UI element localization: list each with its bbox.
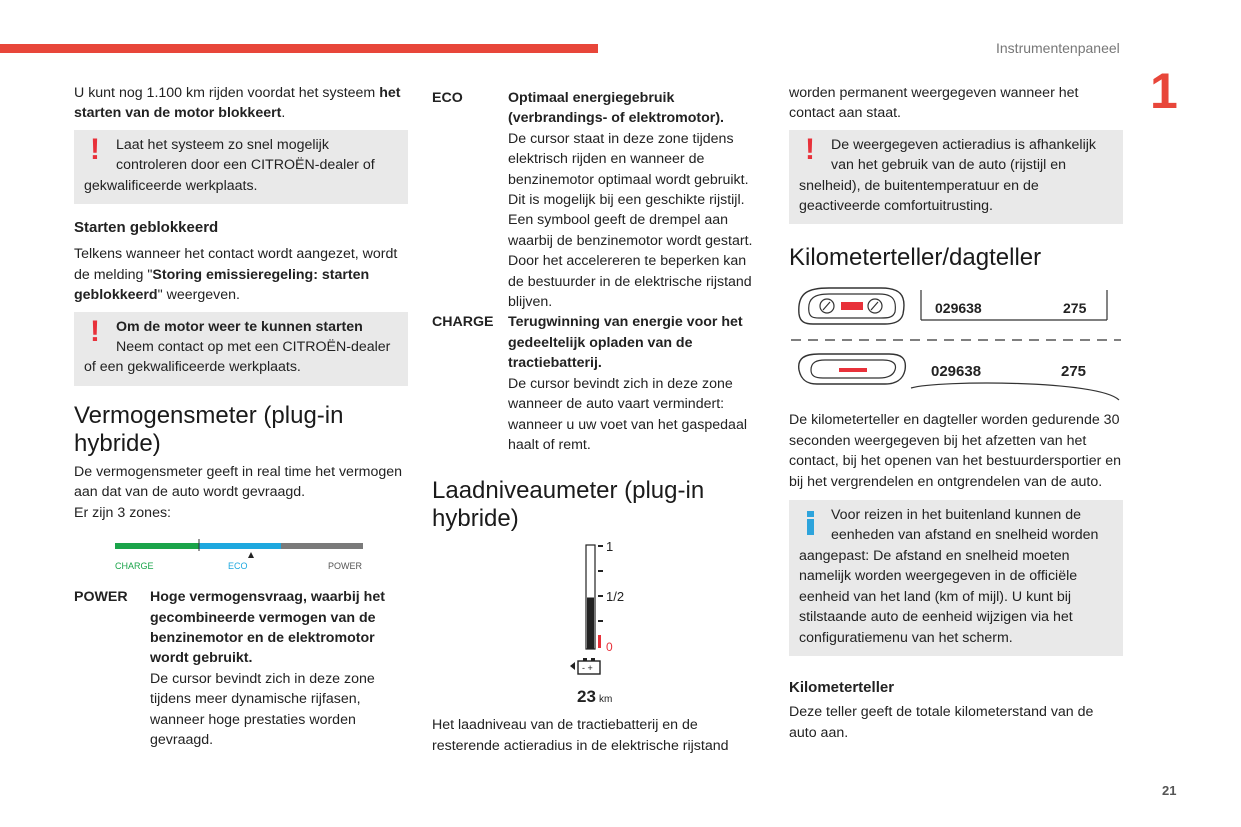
warning-icon: ! bbox=[90, 132, 100, 166]
meter-label-half: 1/2 bbox=[606, 589, 625, 605]
subheading-kilometerteller: Kilometerteller bbox=[789, 678, 895, 696]
odometer-illustration bbox=[789, 284, 1123, 408]
gauge-threshold-marker bbox=[248, 552, 254, 558]
meter-fill bbox=[587, 598, 594, 650]
info-box bbox=[789, 500, 1123, 656]
paragraph: Er zijn 3 zones: bbox=[74, 504, 171, 521]
definition-title: Hoge vermogensvraag, waarbij het gecombineerde vermogen van de benzinemotor en de elektromotor wordt gebruikt. bbox=[150, 589, 385, 667]
definition-power bbox=[74, 587, 408, 750]
odometer-total: 029638 bbox=[935, 300, 982, 317]
column-middle bbox=[432, 88, 762, 756]
term-eco: ECO bbox=[432, 90, 463, 106]
gauge-label-charge: CHARGE bbox=[115, 561, 154, 572]
gauge-label-eco: ECO bbox=[228, 561, 248, 572]
column-right bbox=[789, 83, 1123, 743]
warning-box bbox=[74, 312, 408, 386]
dashboard-icon-top bbox=[799, 288, 904, 324]
dashboard-icon-bottom bbox=[799, 354, 906, 384]
meter-label-empty: 0 bbox=[606, 640, 613, 655]
gauge-label-power: POWER bbox=[328, 561, 363, 572]
odometer-display-bottom-curve bbox=[911, 383, 1119, 400]
chapter-number: 1 bbox=[1150, 63, 1178, 119]
meter-label-full: 1 bbox=[606, 541, 614, 555]
warning-box bbox=[789, 130, 1123, 225]
ev-battery-icon bbox=[570, 658, 600, 674]
heading-vermogensmeter: Vermogensmeter (plug-in hybride) bbox=[74, 401, 344, 457]
paragraph: De vermogensmeter geeft in real time het vermogen aan dat van de auto wordt gevraagd. bbox=[74, 463, 403, 501]
warning-icon: ! bbox=[805, 132, 815, 166]
trip-meter: 275 bbox=[1061, 363, 1087, 381]
definition-body: De cursor staat in deze zone tijdens elektrisch rijden en wanneer de benzinemotor optimaal wordt gebruikt. Dit is mogelijk bij een geschikte rijstijl. Een symbool geeft de drempel aan waarbij de benzinemotor wordt gestart. Door het accelereren te beperken kan de bestuurder in de elektrische rijstand blijven. bbox=[508, 130, 753, 311]
intro-paragraph: U kunt nog 1.100 km rijden voordat het systeem het starten van de motor blokkeert. bbox=[74, 85, 401, 122]
term-charge: CHARGE bbox=[432, 314, 494, 331]
subheading-starten-geblokkeerd: Starten geblokkeerd bbox=[74, 219, 219, 237]
definition-title: Terugwinning van energie voor het gedeeltelijk opladen van de tractiebatterij. bbox=[508, 314, 743, 372]
charge-level-meter bbox=[432, 541, 762, 711]
header-accent-bar bbox=[0, 44, 598, 53]
warning-box bbox=[74, 130, 408, 204]
definition-eco bbox=[432, 88, 762, 455]
warning-text: Laat het systeem zo snel mogelijk controleren door een CITROËN-dealer of gekwalificeerde werkplaats. bbox=[84, 136, 375, 194]
odometer-total: 029638 bbox=[931, 363, 982, 381]
gauge-charge-zone bbox=[115, 543, 199, 549]
definition-body: De cursor bevindt zich in deze zone wanneer de auto vaart vermindert: wanneer u uw voet van het gaspedaal haalt of remt. bbox=[508, 375, 747, 453]
warning-title: Om de motor weer te kunnen starten bbox=[116, 318, 363, 335]
definition-body: De cursor bevindt zich in deze zone tijdens meer dynamische rijfasen, wanneer hoge prestaties worden gevraagd. bbox=[150, 670, 375, 748]
range-unit: km bbox=[599, 694, 613, 706]
info-text: Voor reizen in het buitenland kunnen de eenheden van afstand en snelheid worden aangepast: De afstand en snelheid moeten namelijk worden weergegeven in de officiële eenheid van het land (km of mijl). U kunt bij stilstaande auto de eenheid wijzigen via het configuratiemenu van het scherm. bbox=[799, 507, 1099, 646]
warning-icon: ! bbox=[90, 314, 100, 348]
svg-text:- +: - + bbox=[582, 663, 593, 674]
gauge-eco-zone bbox=[199, 543, 281, 549]
paragraph: Het laadniveau van de tractiebatterij en de resterende actieradius in de elektrische rijstand bbox=[432, 717, 729, 754]
heading-laadniveaumeter: Laadniveaumeter (plug-in hybride) bbox=[432, 477, 705, 533]
heading-kilometerteller: Kilometerteller/dagteller bbox=[789, 244, 1042, 272]
power-meter-gauge bbox=[74, 529, 408, 579]
paragraph: Deze teller geeft de totale kilometerstand van de auto aan. bbox=[789, 704, 1094, 741]
gauge-power-zone bbox=[281, 543, 363, 549]
trip-meter: 275 bbox=[1063, 300, 1087, 317]
column-left bbox=[74, 83, 408, 750]
definition-title: Optimaal energiegebruik (verbrandings- of elektromotor). bbox=[508, 90, 724, 127]
section-title: Instrumentenpaneel bbox=[996, 40, 1120, 56]
paragraph: Telkens wanneer het contact wordt aangezet, wordt de melding "Storing emissieregeling: starten geblokkeerd" weergeven. bbox=[74, 246, 398, 304]
page-number: 21 bbox=[1162, 783, 1177, 798]
range-value: 23 bbox=[577, 687, 596, 707]
warning-text: De weergegeven actieradius is afhankelijk van het gebruik van de auto (rijstijl en snelheid), de buitentemperatuur en de geactiveerde comfortuitrusting. bbox=[799, 136, 1096, 215]
paragraph: De kilometerteller en dagteller worden gedurende 30 seconden weergegeven bij het afzetten van het contact, bij het openen van het bestuurdersportier en bij het vergrendelen en ontgrendelen van de auto. bbox=[789, 412, 1122, 490]
info-icon bbox=[807, 511, 814, 533]
paragraph: worden permanent weergegeven wanneer het contact aan staat. bbox=[789, 85, 1079, 122]
term-power: POWER bbox=[74, 589, 128, 606]
meter-low-marker bbox=[598, 635, 601, 648]
warning-text: Neem contact op met een CITROËN-dealer of een gekwalificeerde werkplaats. bbox=[84, 339, 391, 376]
